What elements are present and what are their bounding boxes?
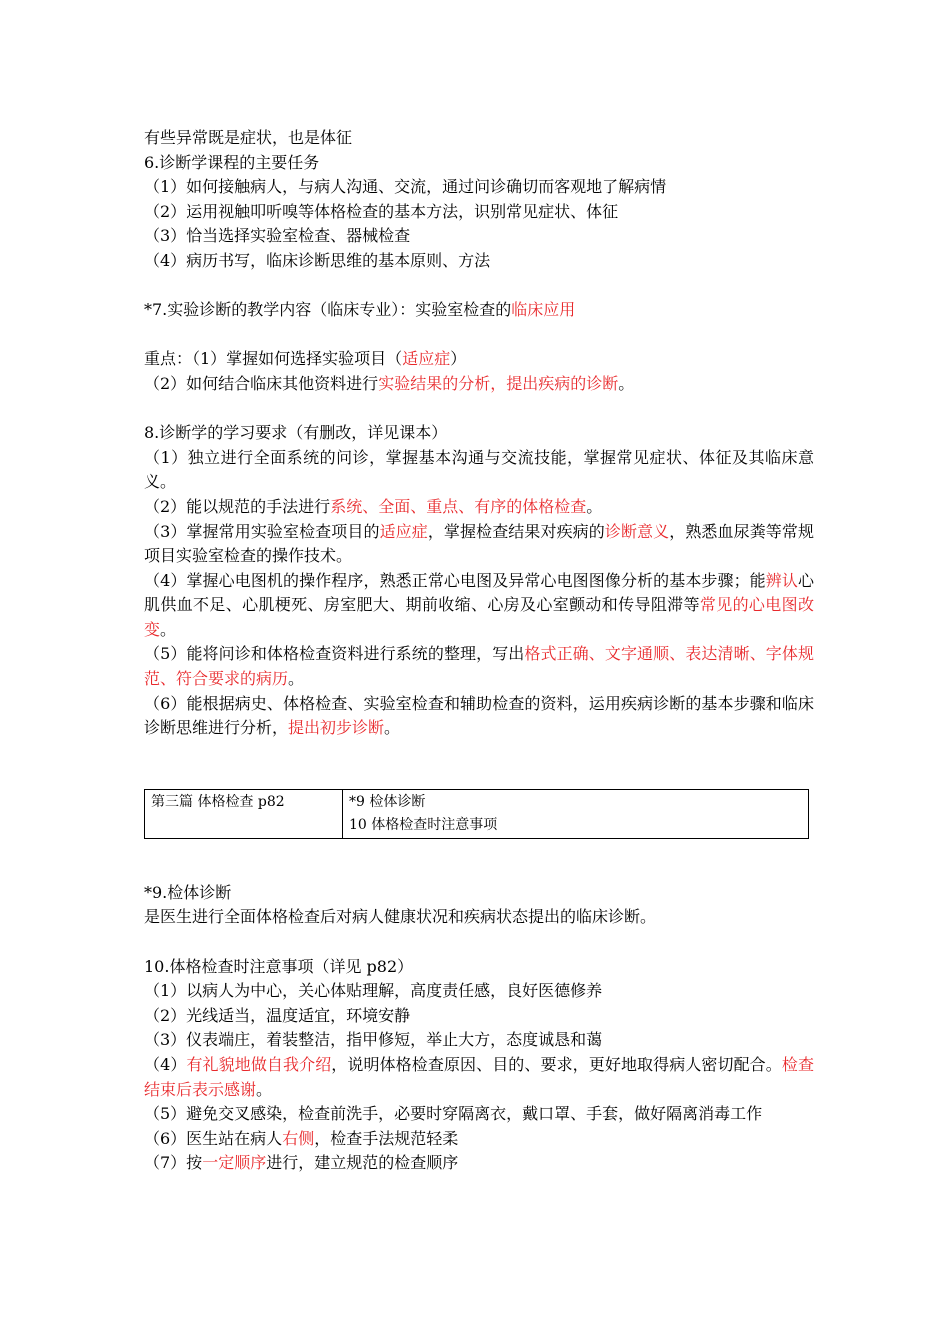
section-10-item-3: （3）仪表端庄，着装整洁，指甲修短，举止大方，态度诚恳和蔼: [144, 1030, 603, 1050]
highlight-text: 实验结果的分析，提出疾病的诊断: [378, 373, 619, 393]
text: （4）掌握心电图机的操作程序，熟悉正常心电图及异常心电图图像分析的基本步骤；能: [144, 570, 766, 590]
section-10-item-1: （1）以病人为中心，关心体贴理解，高度责任感，良好医德修养: [144, 981, 603, 1001]
highlight-text: 格式正确、文字通顺、表达清晰、字体规范、符合要求的病历: [144, 644, 814, 689]
text: 。: [618, 373, 635, 393]
section-8-item-6: [144, 692, 814, 741]
section-10-item-2: （2）光线适当，温度适宜，环境安静: [144, 1005, 411, 1025]
highlight-text: 诊断意义: [604, 521, 670, 541]
text: ，说明体格检查原因、目的、要求，更好地取得病人密切配合。: [331, 1055, 782, 1074]
text: （6）能根据病史、体格检查、实验室检查和辅助检查的资料，运用疾病诊断的基本步骤和临床诊断思维进行分析，: [144, 693, 814, 738]
spacer: [144, 397, 814, 422]
highlight-text: 辨认: [765, 570, 798, 590]
section-10-title: 10.体格检查时注意事项（详见 p82）: [144, 956, 414, 976]
section-6-item-3: （3）恰当选择实验室检查、器械检查: [144, 226, 411, 246]
spacer: [144, 741, 814, 839]
section-9-title: *9.检体诊断: [144, 882, 232, 902]
outline-table: [144, 789, 809, 839]
text: 重点：（1）掌握如何选择实验项目（: [144, 349, 403, 369]
highlight-text: 提出初步诊断: [288, 718, 385, 738]
section-8-item-4: [144, 569, 814, 643]
highlight-text: 常见的心电图改变: [144, 595, 814, 639]
highlight-text: 系统、全面、重点、有序的体格检查: [330, 496, 587, 516]
table-cell-part: 第三篇 体格检查 p82: [145, 790, 343, 838]
highlight-text: 检查结束后表示感谢: [144, 1055, 814, 1099]
table-chapter-9: *9 检体诊断: [349, 793, 426, 810]
section-10-item-6: [144, 1127, 814, 1152]
highlight-text: 适应症: [402, 349, 451, 369]
document-page: [144, 126, 814, 1176]
text: 心肌供血不足、心肌梗死、房室肥大、期前收缩、心房及心室颤动和传导阻滞等: [144, 570, 814, 615]
section-10-item-7: [144, 1151, 814, 1176]
section-10-item-5: （5）避免交叉感染，检查前洗手，必要时穿隔离衣，戴口罩、手套，做好隔离消毒工作: [144, 1104, 763, 1124]
text: （6）医生站在病人: [144, 1128, 283, 1148]
section-7-key-1: [144, 347, 814, 372]
text: ）: [450, 349, 467, 369]
text: （3）掌握常用实验室检查项目的: [144, 521, 380, 541]
section-9-body: 是医生进行全面体格检查后对病人健康状况和疾病状态提出的临床诊断。: [144, 907, 657, 927]
table-chapter-10: 10 体格检查时注意事项: [349, 816, 498, 833]
section-6-title: 6.诊断学课程的主要任务: [144, 152, 320, 172]
highlight-text: 临床应用: [511, 300, 576, 320]
text: 。: [160, 619, 177, 639]
text: （4）: [144, 1055, 187, 1074]
section-8-item-5: [144, 642, 814, 691]
section-8-item-1: （1）独立进行全面系统的问诊，掌握基本沟通与交流技能，掌握常见症状、体征及其临床意义。: [144, 447, 814, 492]
section-8-item-3: [144, 520, 814, 569]
text: ，熟悉血尿粪等常规项目实验室检查的操作技术。: [144, 521, 814, 566]
section-6-item-4: （4）病历书写，临床诊断思维的基本原则、方法: [144, 250, 491, 270]
intro-line: 有些异常既是症状，也是体征: [144, 128, 353, 147]
text: 。: [384, 718, 401, 738]
section-7-title: [144, 298, 814, 323]
highlight-text: 右侧: [282, 1128, 315, 1148]
highlight-text: 适应症: [379, 521, 428, 541]
section-8-title: 8.诊断学的学习要求（有删改，详见课本）: [144, 423, 448, 443]
text: （2）如何结合临床其他资料进行: [144, 373, 379, 393]
spacer: [144, 839, 814, 881]
text: 。: [288, 669, 305, 689]
highlight-text: 一定顺序: [202, 1153, 267, 1173]
spacer: [144, 274, 814, 299]
section-6-item-1: （1）如何接触病人，与病人沟通、交流，通过问诊确切而客观地了解病情: [144, 177, 667, 197]
highlight-text: 有礼貌地做自我介绍: [186, 1055, 332, 1074]
section-7-key-2: [144, 372, 814, 397]
section-8-item-2: [144, 495, 814, 520]
table-cell-chapters: [343, 790, 808, 838]
text: *7.实验诊断的教学内容（临床专业）：实验室检查的: [144, 300, 512, 320]
text: （7）按: [144, 1153, 203, 1173]
text: 进行，建立规范的检查顺序: [266, 1153, 459, 1173]
text: 。: [586, 496, 603, 516]
text: （2）能以规范的手法进行: [144, 496, 331, 516]
section-10-item-4: [144, 1053, 814, 1102]
spacer: [144, 930, 814, 955]
text: 。: [256, 1079, 273, 1099]
text: （5）能将问诊和体格检查资料进行系统的整理，写出: [144, 644, 525, 664]
text: ，检查手法规范轻柔: [314, 1128, 459, 1148]
spacer: [144, 323, 814, 348]
text: ，掌握检查结果对疾病的: [427, 521, 605, 541]
section-6-item-2: （2）运用视触叩听嗅等体格检查的基本方法，识别常见症状、体征: [144, 201, 619, 221]
